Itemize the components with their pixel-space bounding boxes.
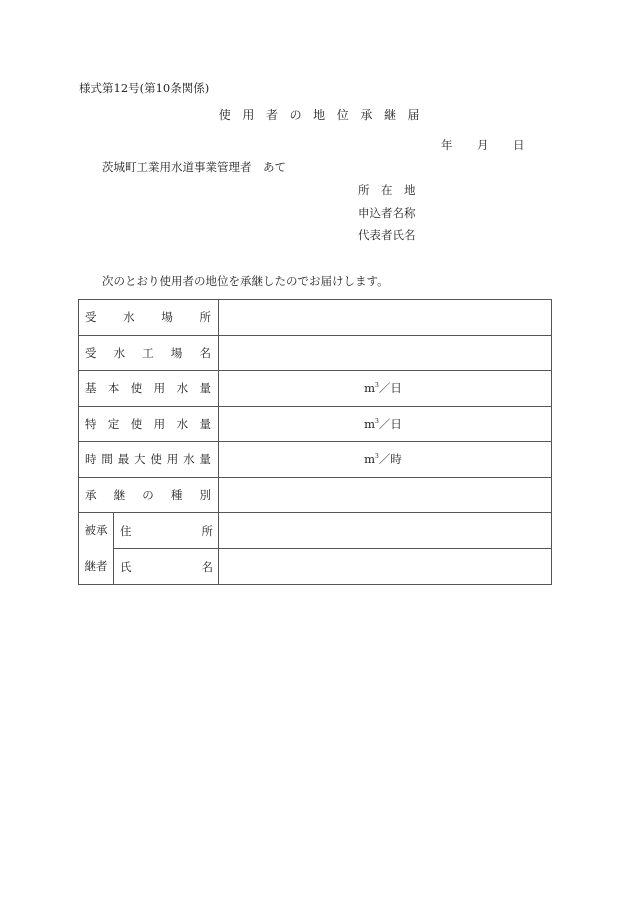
title-char: 者 <box>265 108 278 122</box>
applicant-location-label: 所 在 地 <box>358 183 416 197</box>
row-label: 承 継 の 種 別 <box>79 477 219 513</box>
predecessor-address-label: 住 所 <box>114 513 219 549</box>
predecessor-address-field[interactable] <box>219 513 552 549</box>
body-text: 次のとおり使用者の地位を承継したのでお届けします。 <box>102 274 389 288</box>
unit-label: $m^3/$日 <box>364 381 402 396</box>
document-title <box>213 106 425 123</box>
title-char: 届 <box>407 108 420 122</box>
unit-label: $m^3/$時 <box>364 452 402 467</box>
title-char: 継 <box>383 108 396 122</box>
table-row-succession-type <box>79 477 552 513</box>
predecessor-name-label: 氏 名 <box>114 549 219 585</box>
table-row-predecessor-address <box>79 513 552 549</box>
form-number: 様式第12号(第10条関係) <box>79 81 210 95</box>
table-row-basic-usage <box>79 371 552 407</box>
title-char: の <box>289 108 302 122</box>
specific-usage-field[interactable] <box>219 406 552 442</box>
hourly-max-usage-field[interactable] <box>219 442 552 478</box>
title-char: 位 <box>336 108 349 122</box>
representative-name-label: 代表者氏名 <box>358 228 416 242</box>
table-row-receiving-location <box>79 300 552 336</box>
row-label: 基 本 使 用 水 量 <box>79 371 219 407</box>
predecessor-group-label: 被承 継者 <box>79 513 114 585</box>
title-char: 使 <box>218 108 231 122</box>
succession-type-field[interactable] <box>219 477 552 513</box>
month-label: 月 <box>477 138 489 152</box>
row-label: 時 間 最 大 使 用 水 量 <box>79 442 219 478</box>
table-row-specific-usage <box>79 406 552 442</box>
title-char: 地 <box>313 108 326 122</box>
table-row-receiving-factory <box>79 335 552 371</box>
year-label: 年 <box>441 138 453 152</box>
title-char: 用 <box>242 108 255 122</box>
table-row-hourly-max-usage <box>79 442 552 478</box>
title-char: 承 <box>360 108 373 122</box>
predecessor-name-field[interactable] <box>219 549 552 585</box>
date-line <box>441 137 549 153</box>
receiving-factory-field[interactable] <box>219 335 552 371</box>
succession-form-table <box>78 299 552 585</box>
applicant-name-label: 申込者名称 <box>358 206 416 220</box>
row-label: 特 定 使 用 水 量 <box>79 406 219 442</box>
table-row-predecessor-name <box>79 549 552 585</box>
row-label: 受 水 工 場 名 <box>79 335 219 371</box>
receiving-location-field[interactable] <box>219 300 552 336</box>
basic-usage-field[interactable] <box>219 371 552 407</box>
unit-label: $m^3/$日 <box>364 416 402 431</box>
day-label: 日 <box>513 138 525 152</box>
row-label: 受 水 場 所 <box>79 300 219 336</box>
addressee: 茨城町工業用水道事業管理者 あて <box>102 160 286 174</box>
